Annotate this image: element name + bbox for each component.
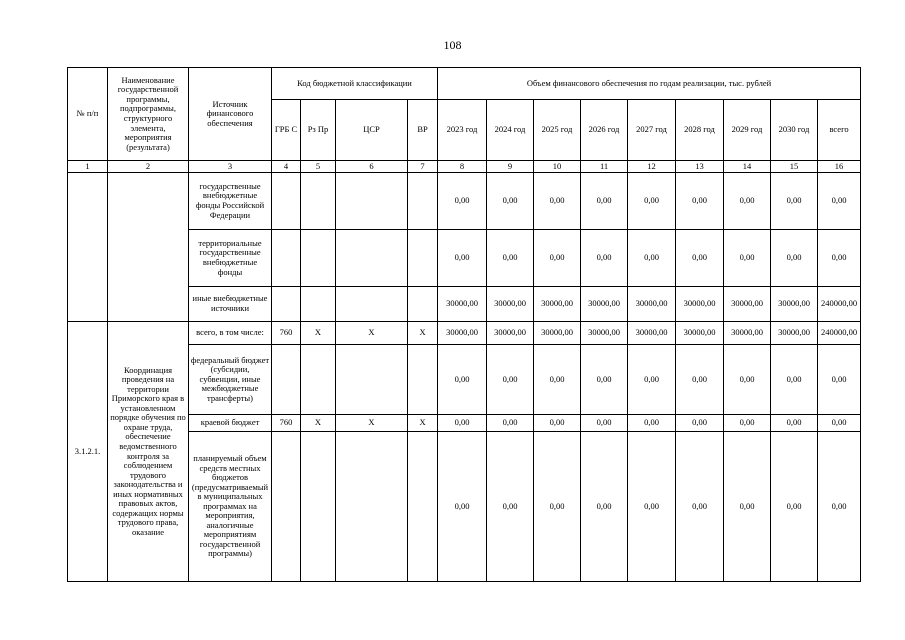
csr-cell xyxy=(336,345,408,415)
value-cell: 30000,00 xyxy=(676,287,724,322)
column-number: 6 xyxy=(336,161,408,173)
header-year: 2026 год xyxy=(581,100,628,161)
column-number: 4 xyxy=(272,161,301,173)
value-cell: 0,00 xyxy=(487,173,534,230)
column-number: 3 xyxy=(189,161,272,173)
csr-cell xyxy=(336,432,408,582)
value-cell: 0,00 xyxy=(581,432,628,582)
value-cell: 0,00 xyxy=(534,230,581,287)
total-cell: 240000,00 xyxy=(818,287,861,322)
value-cell: 0,00 xyxy=(438,432,487,582)
header-kbk: Код бюджетной классификации xyxy=(272,68,438,100)
value-cell: 30000,00 xyxy=(534,287,581,322)
value-cell: 0,00 xyxy=(534,173,581,230)
value-cell: 30000,00 xyxy=(771,287,818,322)
value-cell: 30000,00 xyxy=(771,322,818,345)
value-cell: 0,00 xyxy=(771,230,818,287)
value-cell: 0,00 xyxy=(581,230,628,287)
column-number: 11 xyxy=(581,161,628,173)
table-row xyxy=(68,322,861,345)
vr-cell xyxy=(408,432,438,582)
value-cell: 0,00 xyxy=(438,230,487,287)
source-cell: планируемый объем средств местных бюджетов (предусматриваемый в муниципальных программах на мероприятия, аналогичные мероприятиям государственной программы) xyxy=(189,432,272,582)
header-year: 2029 год xyxy=(724,100,771,161)
value-cell: 0,00 xyxy=(771,415,818,432)
column-number: 16 xyxy=(818,161,861,173)
header-year: 2027 год xyxy=(628,100,676,161)
column-number: 8 xyxy=(438,161,487,173)
value-cell: 0,00 xyxy=(628,230,676,287)
header-source: Источник финансового обеспечения xyxy=(189,68,272,161)
column-number: 12 xyxy=(628,161,676,173)
total-cell: 0,00 xyxy=(818,345,861,415)
csr-cell xyxy=(336,230,408,287)
value-cell: 0,00 xyxy=(581,345,628,415)
source-cell: иные внебюджетные источники xyxy=(189,287,272,322)
total-cell: 0,00 xyxy=(818,415,861,432)
budget-table xyxy=(67,67,861,582)
value-cell: 0,00 xyxy=(724,415,771,432)
source-cell: территориальные государственные внебюджетные фонды xyxy=(189,230,272,287)
item-name: Координация проведения на территории Приморского края в установленном порядке обучения по охране труда, обеспечение ведомственного контроля за соблюдением трудового законодательства и иных нормативных правовых актов, содержащих нормы трудового права, оказание xyxy=(108,322,189,582)
header-name: Наименование государственной программы, подпрограммы, структурного элемента, мероприятия (результата) xyxy=(108,68,189,161)
rzpr-cell xyxy=(301,173,336,230)
value-cell: 30000,00 xyxy=(487,322,534,345)
value-cell: 30000,00 xyxy=(581,287,628,322)
value-cell: 0,00 xyxy=(581,415,628,432)
value-cell: 0,00 xyxy=(676,415,724,432)
rzpr-cell xyxy=(301,345,336,415)
value-cell: 0,00 xyxy=(771,173,818,230)
header-year: 2028 год xyxy=(676,100,724,161)
value-cell: 0,00 xyxy=(724,230,771,287)
value-cell: 0,00 xyxy=(438,173,487,230)
header-num: № п/п xyxy=(68,68,108,161)
value-cell: 30000,00 xyxy=(628,287,676,322)
vr-cell xyxy=(408,230,438,287)
rzpr-cell: X xyxy=(301,415,336,432)
value-cell: 30000,00 xyxy=(438,322,487,345)
column-number: 10 xyxy=(534,161,581,173)
value-cell: 0,00 xyxy=(487,230,534,287)
total-cell: 240000,00 xyxy=(818,322,861,345)
vr-cell xyxy=(408,345,438,415)
grbs-cell: 760 xyxy=(272,415,301,432)
value-cell: 0,00 xyxy=(581,173,628,230)
grbs-cell xyxy=(272,287,301,322)
column-number: 14 xyxy=(724,161,771,173)
grbs-cell xyxy=(272,345,301,415)
value-cell: 0,00 xyxy=(438,345,487,415)
cont-num-cell xyxy=(68,173,108,322)
vr-cell: X xyxy=(408,415,438,432)
header-total: всего xyxy=(818,100,861,161)
total-cell: 0,00 xyxy=(818,432,861,582)
value-cell: 0,00 xyxy=(676,432,724,582)
header-rzpr: Рз Пр xyxy=(301,100,336,161)
header-year: 2024 год xyxy=(487,100,534,161)
header-year: 2030 год xyxy=(771,100,818,161)
grbs-cell xyxy=(272,432,301,582)
rzpr-cell xyxy=(301,287,336,322)
header-year: 2023 год xyxy=(438,100,487,161)
header-grbs: ГРБ С xyxy=(272,100,301,161)
value-cell: 0,00 xyxy=(487,345,534,415)
value-cell: 0,00 xyxy=(724,345,771,415)
source-cell: государственные внебюджетные фонды Российской Федерации xyxy=(189,173,272,230)
value-cell: 0,00 xyxy=(628,432,676,582)
column-number: 1 xyxy=(68,161,108,173)
value-cell: 30000,00 xyxy=(676,322,724,345)
csr-cell xyxy=(336,173,408,230)
column-number: 5 xyxy=(301,161,336,173)
value-cell: 0,00 xyxy=(771,345,818,415)
page-number: 108 xyxy=(443,38,462,52)
source-cell: краевой бюджет xyxy=(189,415,272,432)
value-cell: 30000,00 xyxy=(581,322,628,345)
value-cell: 30000,00 xyxy=(724,322,771,345)
value-cell: 0,00 xyxy=(628,345,676,415)
column-number: 2 xyxy=(108,161,189,173)
value-cell: 0,00 xyxy=(438,415,487,432)
value-cell: 0,00 xyxy=(771,432,818,582)
rzpr-cell xyxy=(301,230,336,287)
table-row xyxy=(68,173,861,230)
value-cell: 0,00 xyxy=(487,432,534,582)
rzpr-cell xyxy=(301,432,336,582)
value-cell: 0,00 xyxy=(534,415,581,432)
value-cell: 30000,00 xyxy=(438,287,487,322)
value-cell: 30000,00 xyxy=(628,322,676,345)
item-number: 3.1.2.1. xyxy=(68,322,108,582)
value-cell: 0,00 xyxy=(676,173,724,230)
header-volume: Объем финансового обеспечения по годам реализации, тыс. рублей xyxy=(438,68,861,100)
grbs-cell xyxy=(272,230,301,287)
csr-cell xyxy=(336,287,408,322)
source-cell: всего, в том числе: xyxy=(189,322,272,345)
cont-name-cell xyxy=(108,173,189,322)
header-year: 2025 год xyxy=(534,100,581,161)
value-cell: 0,00 xyxy=(724,173,771,230)
column-number: 7 xyxy=(408,161,438,173)
total-cell: 0,00 xyxy=(818,230,861,287)
column-number: 13 xyxy=(676,161,724,173)
grbs-cell xyxy=(272,173,301,230)
vr-cell xyxy=(408,173,438,230)
value-cell: 30000,00 xyxy=(724,287,771,322)
value-cell: 0,00 xyxy=(676,345,724,415)
value-cell: 0,00 xyxy=(628,173,676,230)
value-cell: 0,00 xyxy=(487,415,534,432)
value-cell: 0,00 xyxy=(676,230,724,287)
value-cell: 0,00 xyxy=(724,432,771,582)
source-cell: федеральный бюджет (субсидии, субвенции, иные межбюджетные трансферты) xyxy=(189,345,272,415)
value-cell: 0,00 xyxy=(628,415,676,432)
csr-cell: X xyxy=(336,322,408,345)
value-cell: 0,00 xyxy=(534,345,581,415)
column-number: 9 xyxy=(487,161,534,173)
value-cell: 30000,00 xyxy=(487,287,534,322)
column-number: 15 xyxy=(771,161,818,173)
vr-cell xyxy=(408,287,438,322)
grbs-cell: 760 xyxy=(272,322,301,345)
vr-cell: X xyxy=(408,322,438,345)
value-cell: 30000,00 xyxy=(534,322,581,345)
header-vr: ВР xyxy=(408,100,438,161)
rzpr-cell: X xyxy=(301,322,336,345)
total-cell: 0,00 xyxy=(818,173,861,230)
header-csr: ЦСР xyxy=(336,100,408,161)
value-cell: 0,00 xyxy=(534,432,581,582)
csr-cell: X xyxy=(336,415,408,432)
